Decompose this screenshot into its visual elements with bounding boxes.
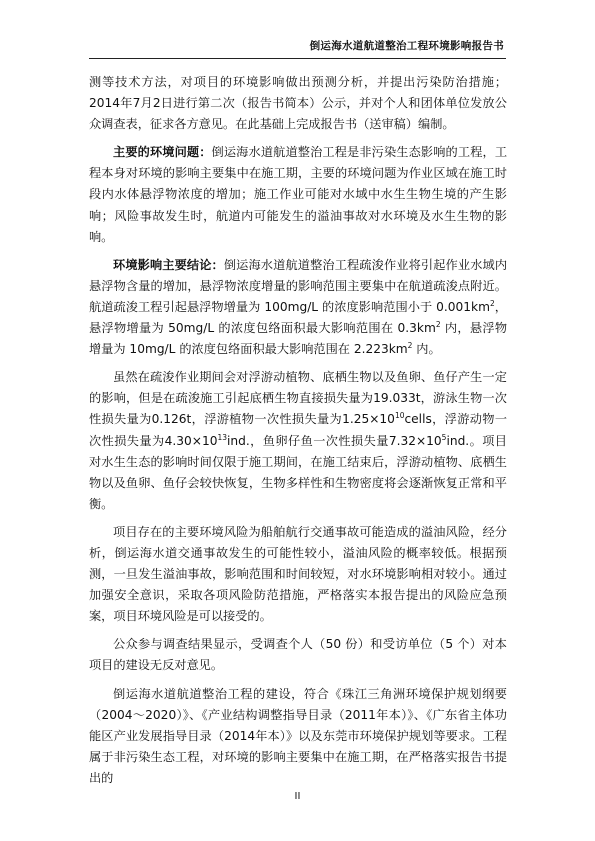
ecology-text-d: ind.。项目对水生生态的影响时间仅限于施工期间，在施工结束后，浮游动植物、底栖生物以及鱼卵、鱼仔会较快恢复，生物多样性和生物密度将会逐渐恢复正常和平衡。 (89, 433, 507, 511)
superscript: 13 (217, 432, 228, 442)
paragraph-compliance: 倒运海水道航道整治工程的建设，符合《珠江三角洲环境保护规划纲要（2004～2020）》、《产业结构调整指导目录（2011年本）》、《广东省主体功能区产业发展指导目录（2014年本）》以及东莞市环境保护规划等要求。工程属于非污染生态工程，对环境的影响主要集中在施工期，在严格落实报告书提出的 (89, 686, 507, 785)
paragraph-conclusions (89, 255, 507, 360)
superscript: 2 (407, 341, 413, 351)
superscript: 10 (394, 411, 405, 421)
paragraph-risk: 项目存在的主要环境风险为船舶航行交通事故可能造成的溢油风险，经分析，倒运海水道交通事故发生的可能性较小，溢油风险的概率较低。根据预测，一旦发生溢油事故，影响范围和时间较短，对水环境影响相对较小。通过加强安全意识，采取各项风险防范措施，严格落实本报告提出的风险应急预案，项目环境风险是可以接受的。 (89, 524, 507, 624)
main-issues-heading: 主要的环境问题： (113, 145, 212, 160)
conclusions-text-a: 倒运海水道航道整治工程疏浚作业将引起作业水域内悬浮物含量的增加，悬浮物浓度增量的影响范围主要集中在航道疏浚点附近。航道疏浚工程引起悬浮物增量为 100mg/L 的浓度影响范围小于 0.001km (89, 257, 508, 314)
conclusions-text-c: 内，悬浮物增量为 10mg/L 的浓度包络面积最大影响范围在 2.223km (89, 321, 508, 357)
main-issues-text: 倒运海水道航道整治工程是非污染生态影响的工程，工程本身对环境的影响主要集中在施工期，主要的环境问题为作业区域在施工时段内水体悬浮物浓度的增加；施工作业可能对水域中水生生物生境的产生影响；风险事故发生时，航道内可能发生的溢油事故对水环境及水生生物的影响。 (89, 145, 508, 244)
conclusions-text-b: ，悬浮物增量为 50mg/L 的浓度包络面积最大影响范围在 0.3km (89, 299, 507, 336)
conclusions-heading: 环境影响主要结论： (113, 257, 224, 272)
conclusions-text-d: 内。 (412, 342, 441, 357)
paragraph-ecology (89, 367, 507, 515)
paragraph-public-participation: 公众参与调查结果显示，受调查个人（50 份）和受访单位（5 个）对本项目的建设无反对意见。 (89, 637, 507, 673)
header-title: 倒运海水道航道整治工程环境影响报告书 (309, 40, 504, 52)
superscript: 2 (435, 319, 441, 329)
superscript: 5 (441, 432, 447, 442)
paragraph-1: 测等技术方法，对项目的环境影响做出预测分析，并提出污染防治措施；2014年7月2日进行第二次（报告书简本）公示，并对个人和团体单位发放公众调查表，征求各方意见。在此基础上完成报告书（送审稿）编制。 (89, 75, 507, 132)
page-number: II (294, 791, 301, 802)
ecology-text-a: 虽然在疏浚作业期间会对浮游动植物、底栖生物以及鱼卵、鱼仔产生一定的影响，但是在疏浚施工引起底栖生物直接损失量为19.033t，游泳生物一次性损失量为0.126t，浮游植物一次性损失量为1.25×10 (89, 370, 507, 427)
document-body (89, 72, 507, 789)
page-header (89, 32, 506, 59)
superscript: 2 (489, 298, 495, 308)
ecology-text-b: cells，浮游动物一次性损失量为4.30×10 (89, 412, 508, 448)
paragraph-main-issues (89, 142, 507, 247)
ecology-text-c: ind.，鱼卵仔鱼一次性损失量7.32×10 (227, 433, 442, 448)
